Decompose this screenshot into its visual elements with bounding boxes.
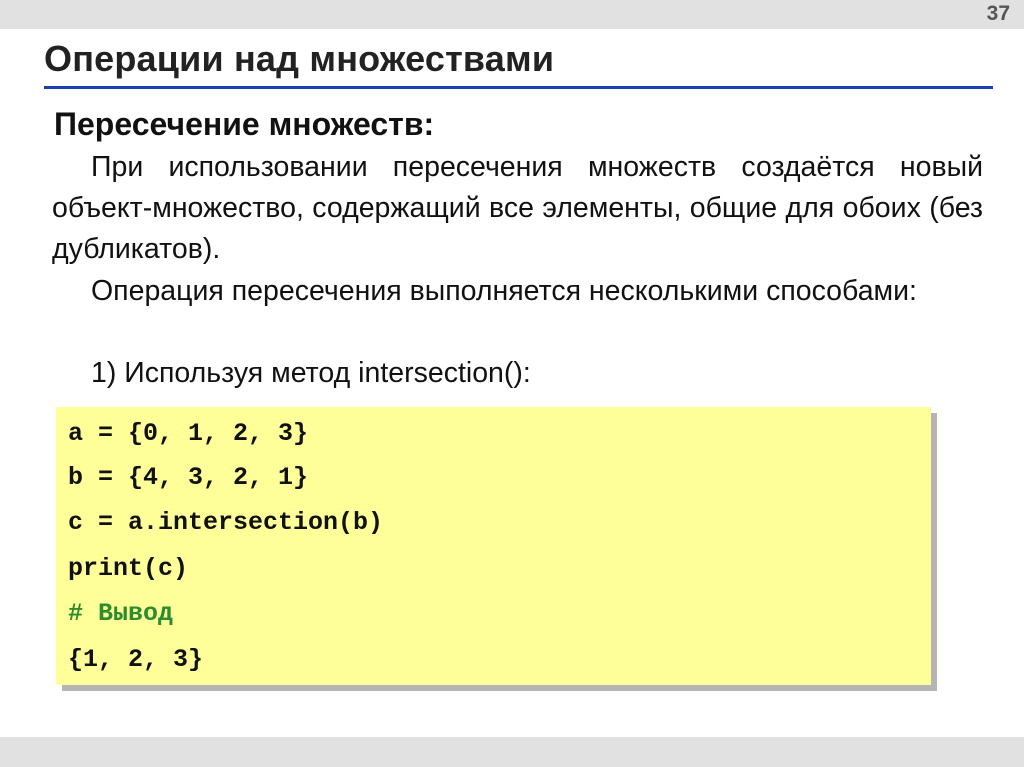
title-underline — [44, 86, 993, 89]
method-line: 1) Используя метод intersection(): — [91, 357, 531, 389]
code-line: c = a.intersection(b) — [68, 508, 384, 537]
code-line: b = {4, 3, 2, 1} — [68, 463, 309, 492]
code-block — [56, 407, 931, 685]
paragraph-intersection-description: При использовании пересечения множеств создаётся новый объект-множество, содержащий все элементы, общие для обоих (без дубликатов). — [52, 151, 983, 265]
section-heading: Пересечение множеств: — [54, 106, 435, 142]
page-number: 37 — [986, 2, 1010, 25]
code-comment: # Вывод — [68, 599, 174, 628]
code-line: print(c) — [68, 554, 189, 583]
slide-title: Операции над множествами — [44, 38, 555, 79]
code-output: {1, 2, 3} — [68, 645, 204, 674]
bottom-bar — [0, 737, 1024, 767]
code-line: a = {0, 1, 2, 3} — [68, 419, 309, 448]
paragraph-methods-intro: Операция пересечения выполняется несколькими способами: — [91, 275, 917, 307]
top-bar — [0, 0, 1024, 29]
